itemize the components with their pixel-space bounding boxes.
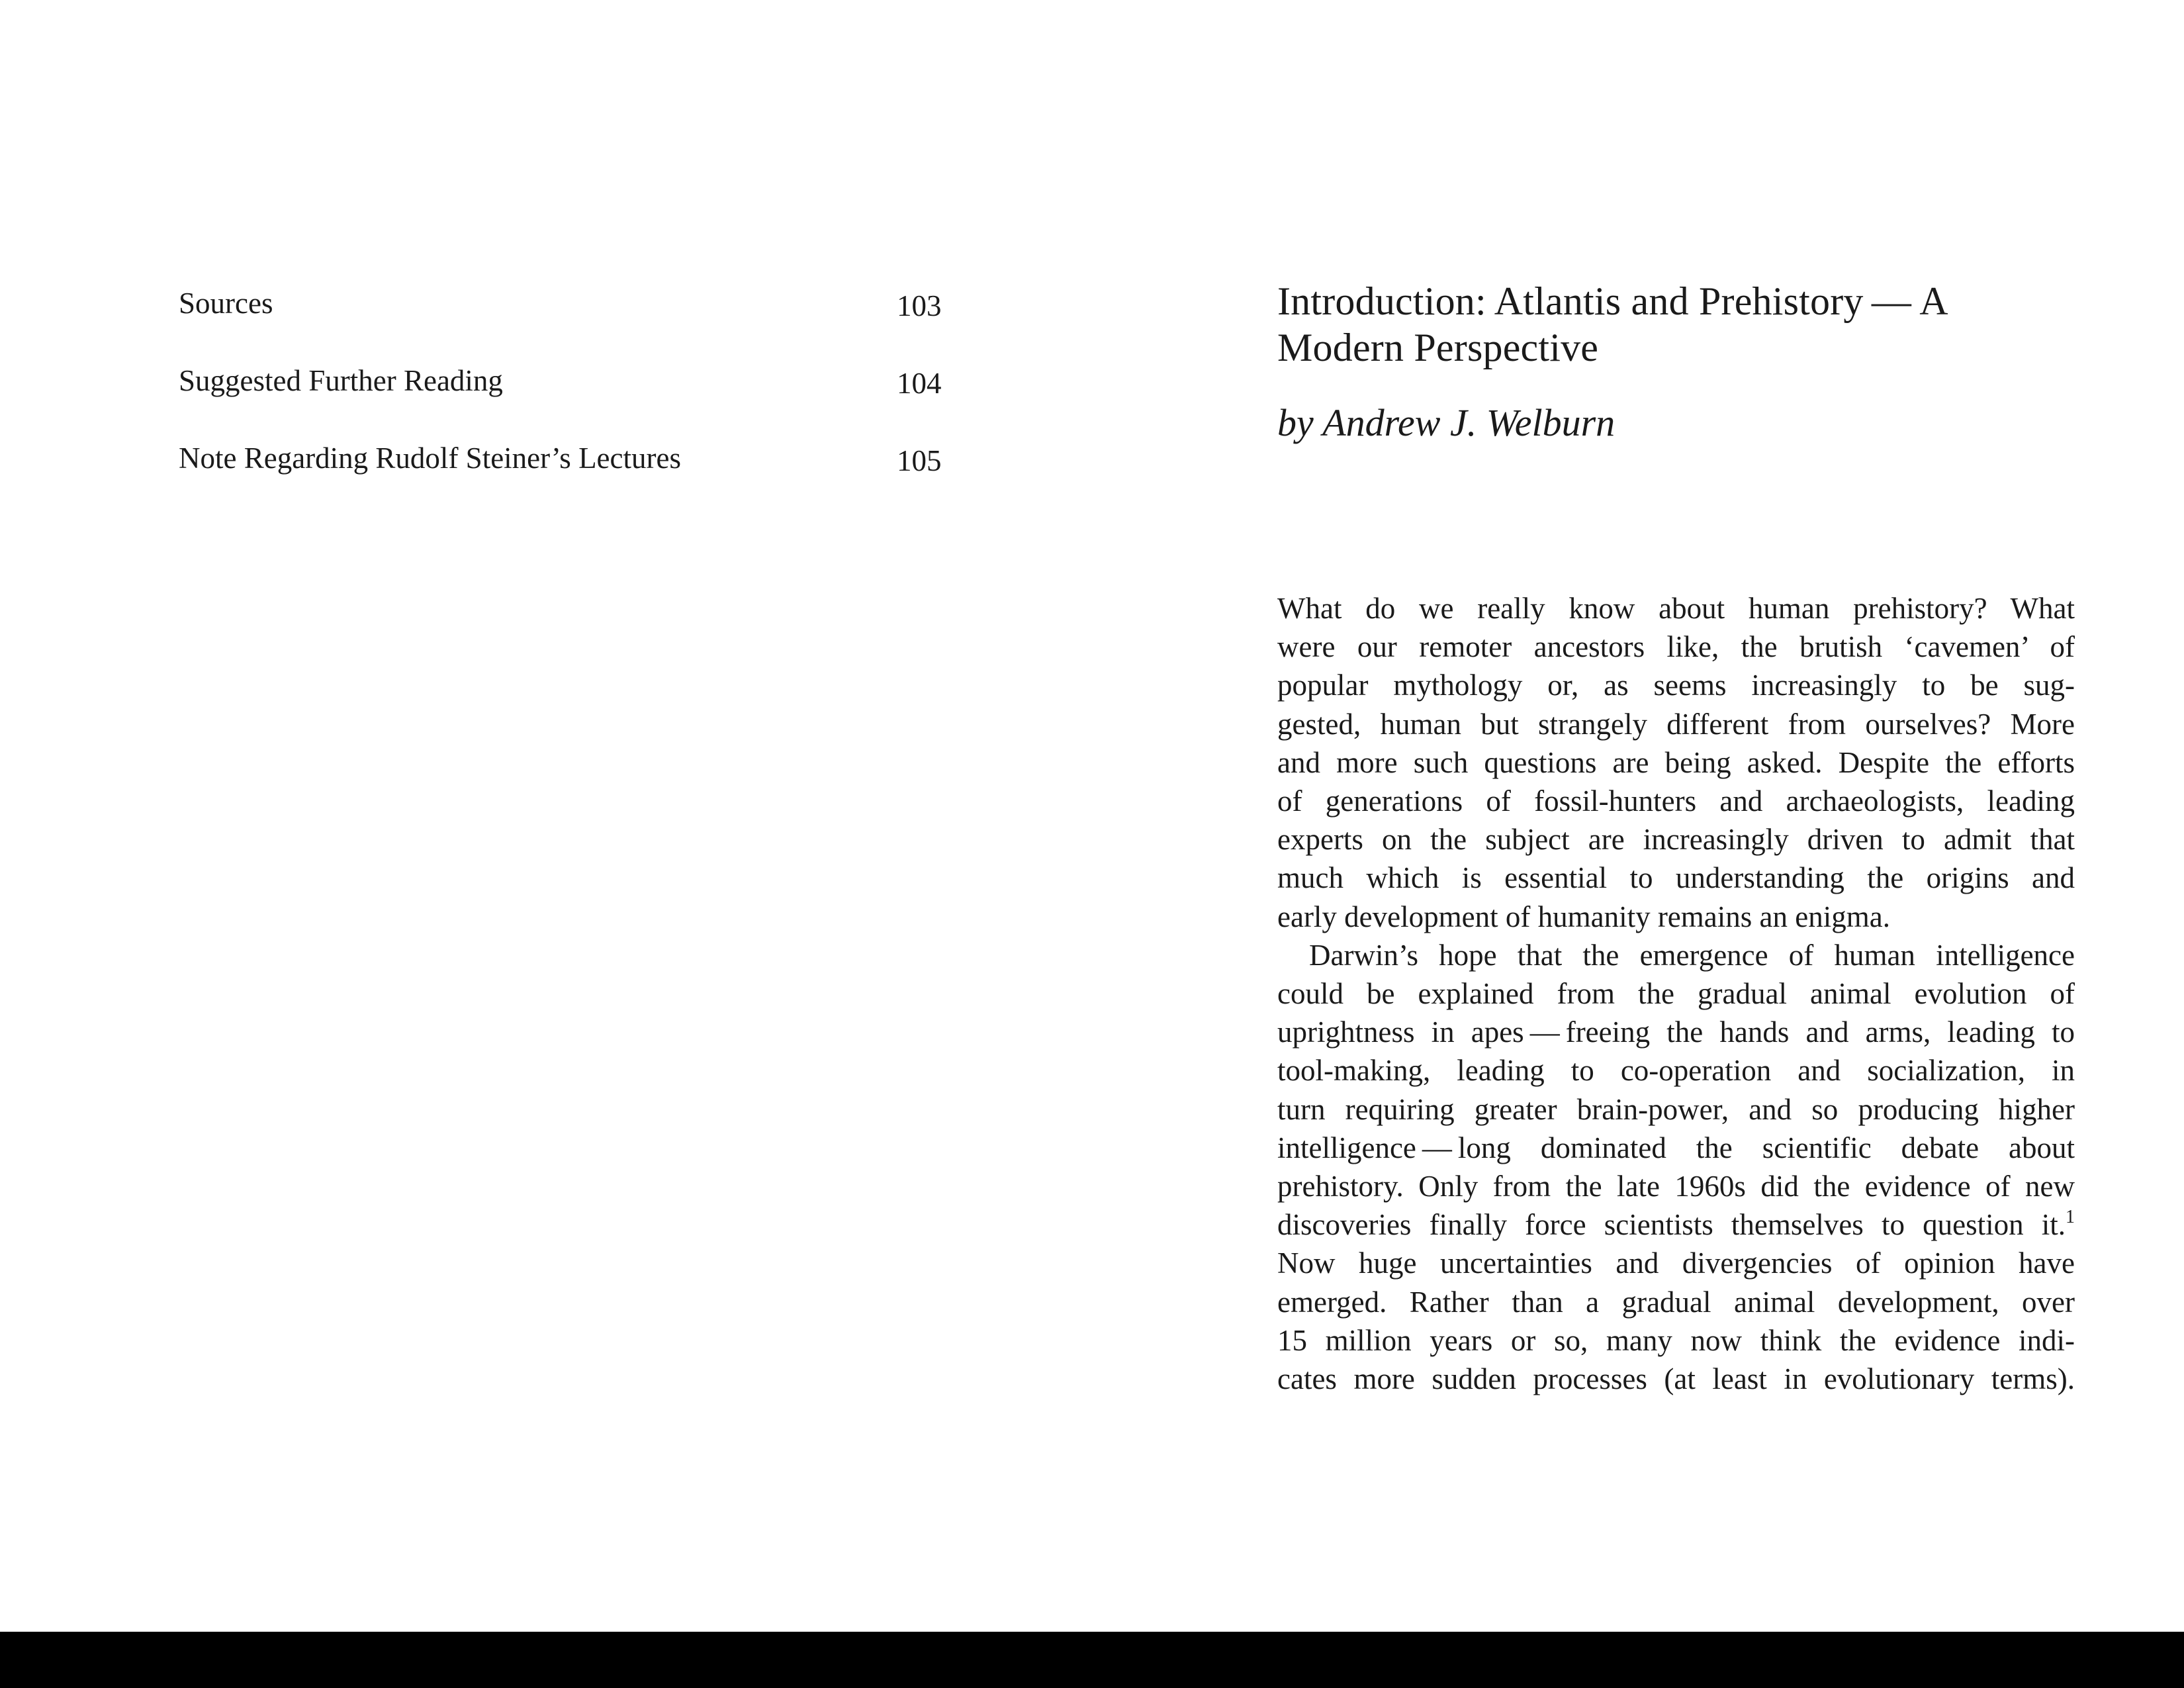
text-line: tool-making, leading to co-operation and socialization, in [1277, 1054, 2075, 1088]
paragraph-2 [1277, 936, 2075, 1398]
text-line: uprightness in apes — freeing the hands and arms, leading to [1277, 1015, 2075, 1049]
toc-entry-title: Note Regarding Rudolf Steiner’s Lectures [179, 442, 681, 475]
text-line: of generations of fossil-hunters and archaeologists, leading [1277, 784, 2075, 818]
toc-entry-page: 105 [897, 444, 942, 477]
text-line: were our remoter ancestors like, the brutish ‘cavemen’ of [1277, 630, 2075, 664]
text-line: much which is essential to understanding the origins and [1277, 861, 2075, 895]
chapter-heading [1277, 278, 2085, 446]
text-line: intelligence — long dominated the scientific debate about [1277, 1131, 2075, 1164]
text-line: gested, human but strangely different from ourselves? More [1277, 707, 2075, 741]
text-line: experts on the subject are increasingly driven to admit that [1277, 823, 2075, 857]
text-line: Now huge uncertainties and divergencies of opinion have [1277, 1246, 2075, 1280]
text-line: prehistory. Only from the late 1960s did the evidence of new [1277, 1170, 2075, 1203]
chapter-byline: by Andrew J. Welburn [1277, 401, 1615, 444]
toc-entry-note-lectures [179, 433, 953, 510]
footnote-marker: 1 [2066, 1207, 2075, 1228]
toc-entry-sources [179, 278, 953, 355]
chapter-title-line-1: Introduction: Atlantis and Prehistory — A [1277, 279, 1948, 323]
scan-border [0, 1632, 2184, 1688]
text-line: and more such questions are being asked. Despite the efforts [1277, 745, 2075, 779]
text-line: What do we really know about human prehistory? What [1277, 592, 2075, 625]
chapter-body [1277, 589, 2075, 1398]
toc-entry-page: 104 [897, 367, 942, 400]
toc-entry-further-reading [179, 355, 953, 433]
text-line: cates more sudden processes (at least in evolutionary terms). [1277, 1362, 2075, 1396]
text-line-content: discoveries finally force scientists themselves to question it. [1277, 1208, 2066, 1242]
toc-entry-title: Sources [179, 287, 273, 320]
text-line: could be explained from the gradual animal evolution of [1277, 977, 2075, 1011]
text-line: emerged. Rather than a gradual animal development, over [1277, 1285, 2075, 1319]
text-line: 15 million years or so, many now think the evidence indi- [1277, 1323, 2075, 1357]
table-of-contents [179, 278, 953, 510]
text-line: popular mythology or, as seems increasingly to be sug- [1277, 669, 2075, 702]
toc-entry-title: Suggested Further Reading [179, 364, 503, 397]
chapter-title-line-2: Modern Perspective [1277, 326, 1599, 369]
toc-entry-page: 103 [897, 289, 942, 322]
chapter-title [1277, 278, 2085, 371]
text-line-with-footnote [1277, 1205, 2075, 1244]
paragraph-1 [1277, 589, 2075, 936]
text-line: turn requiring greater brain-power, and so producing higher [1277, 1092, 2075, 1126]
text-line: early development of humanity remains an enigma. [1277, 900, 1890, 933]
text-line: Darwin’s hope that the emergence of human intelligence [1309, 938, 2075, 972]
